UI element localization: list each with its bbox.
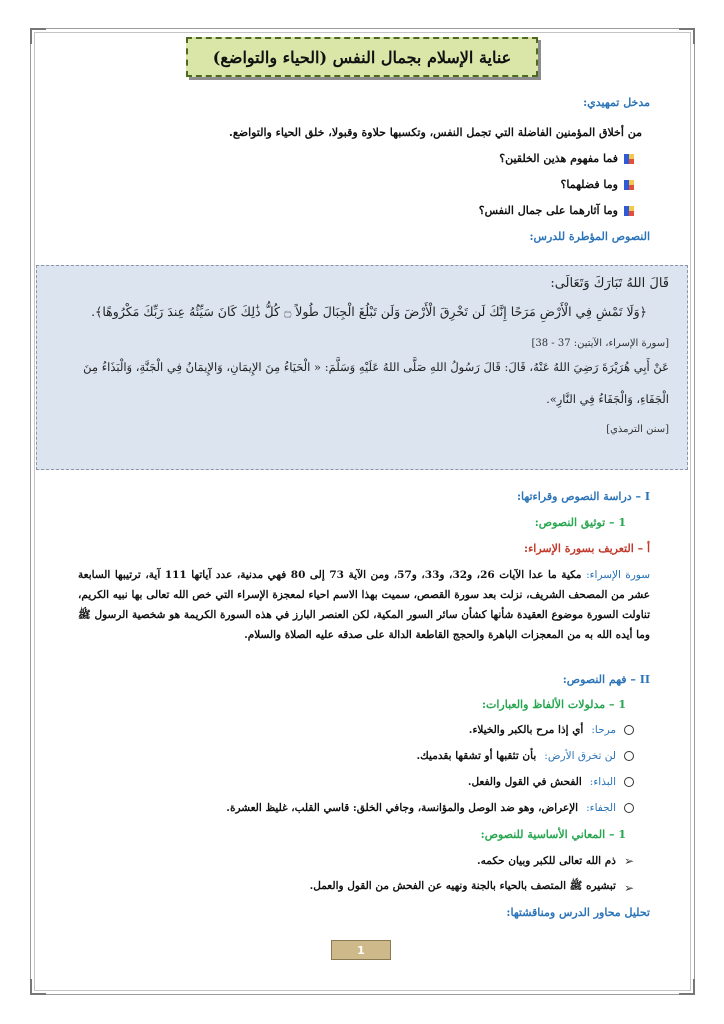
term-item: لن تخرق الأرض: بأن تثقبها أو تشقها بقدميك.	[417, 750, 634, 762]
page-number: 1	[331, 940, 391, 960]
hadith-line-2: الْجَفَاءِ، وَالْجَفَاءُ فِي النَّارِ».	[546, 392, 669, 406]
frame-corner	[30, 28, 46, 44]
hadith-source: [سنن الترمذي]	[606, 424, 669, 435]
arrow-bullet-icon: ➢	[623, 880, 634, 895]
flag-bullet-icon	[624, 154, 634, 164]
frame-corner	[679, 979, 695, 995]
quran-opening: قَالَ اللهُ تَبَارَكَ وَتَعَالَى:	[550, 276, 669, 291]
circle-bullet-icon	[624, 777, 634, 787]
section-2-heading: II – فهم النصوص:	[562, 673, 650, 686]
page-frame-inner	[34, 32, 691, 991]
flag-bullet-icon	[624, 180, 634, 190]
meaning-item: ➢ تبشيره ﷺ المتصف بالحياء بالجنة ونهيه عن الفحش من القول والعمل.	[309, 880, 634, 895]
circle-bullet-icon	[624, 803, 634, 813]
section-1-sub-heading: 1 – توثيق النصوص:	[534, 516, 626, 529]
flag-bullet-icon	[624, 206, 634, 216]
circle-bullet-icon	[624, 751, 634, 761]
surah-label: سورة الإسراء:	[586, 569, 650, 581]
term-item: البذاء: الفحش في القول والفعل.	[468, 776, 634, 788]
section-2-sub-heading-2: 1 – المعاني الأساسية للنصوص:	[480, 828, 626, 841]
analysis-heading: تحليل محاور الدرس ومناقشتها:	[506, 906, 650, 919]
frame-corner	[679, 28, 695, 44]
texts-heading: النصوص المؤطرة للدرس:	[529, 230, 650, 243]
frame-corner	[30, 979, 46, 995]
intro-text: من أخلاق المؤمنين الفاضلة التي تجمل النفس، وتكسبها حلاوة وقبولا، خلق الحياء والتواضع.	[229, 126, 642, 139]
framed-texts-box	[36, 265, 688, 470]
section-1-sub-a: أ – التعريف بسورة الإسراء:	[524, 542, 650, 555]
lesson-title: عناية الإسلام بجمال النفس (الحياء والتواضع)	[186, 37, 538, 77]
term-item: مرحا: أي إذا مرح بالكبر والخيلاء.	[469, 724, 634, 736]
intro-question: وما فضلهما؟	[561, 178, 634, 191]
meaning-item: ➢ ذم الله تعالى للكبر وبيان حكمه.	[476, 854, 634, 868]
quran-verse: ﴿وَلَا تَمْشِ فِي الْأَرْضِ مَرَحًا إِنَّكَ لَن تَخْرِقَ الْأَرْضَ وَلَن تَبْلُغَ الْجِبَالَ طُولاً ۝ كُلُّ ذَٰلِكَ كَانَ سَيِّئُهُ عِندَ رَبِّكَ مَكْرُوهًا﴾.	[91, 304, 647, 319]
surah-description	[78, 565, 650, 645]
section-1-heading: I – دراسة النصوص وقراءتها:	[516, 490, 650, 503]
surah-text: مكية ما عدا الآيات 26، و32، و33، و57، ومن الآية 73 إلى 80 فهي مدنية، عدد آياتها 111 آية، ترتيبها السابعة عشر من المصحف الشريف، نزلت بعد سورة القصص، سميت بهذا الاسم احياء لمعجزة الإسراء التي خص الله تعالى بها نبيه الكريم، تناولت السورة موضوع العقيدة شأنها كشأن سائر السور المكية، لكن العنصر البارز في هذه السورة الكريمة هو شخصية الرسول ﷺ وما أيده الله به من المعجزات الباهرة والحجج القاطعة الدالة على صدقه عليه الصلاة والسلام.	[78, 569, 650, 641]
intro-question: وما آثارهما على جمال النفس؟	[479, 204, 634, 217]
intro-question: فما مفهوم هذين الخلقين؟	[499, 152, 634, 165]
circle-bullet-icon	[624, 725, 634, 735]
quran-reference: [سورة الإسراء، الآيتين: 37 - 38]	[531, 338, 669, 349]
arrow-bullet-icon: ➢	[623, 854, 634, 868]
section-2-sub-heading: 1 – مدلولات الألفاظ والعبارات:	[481, 698, 626, 711]
term-item: الجفاء: الإعراض، وهو ضد الوصل والمؤانسة، وجافي الخلق: قاسي القلب، غليظ العشرة.	[226, 802, 634, 814]
hadith-line-1: عَنْ أَبِي هُرَيْرَةَ رَضِيَ اللهُ عَنْهُ، قَالَ: قَالَ رَسُولُ اللهِ صَلَّى اللهُ عَلَيْهِ وَسَلَّمَ: « الْحَيَاءُ مِنَ الإِيمَانِ، وَالإِيمَانُ فِي الْجَنَّةِ، وَالْبَذَاءُ مِنَ	[83, 360, 669, 374]
intro-heading: مدخل تمهيدي:	[583, 96, 650, 109]
